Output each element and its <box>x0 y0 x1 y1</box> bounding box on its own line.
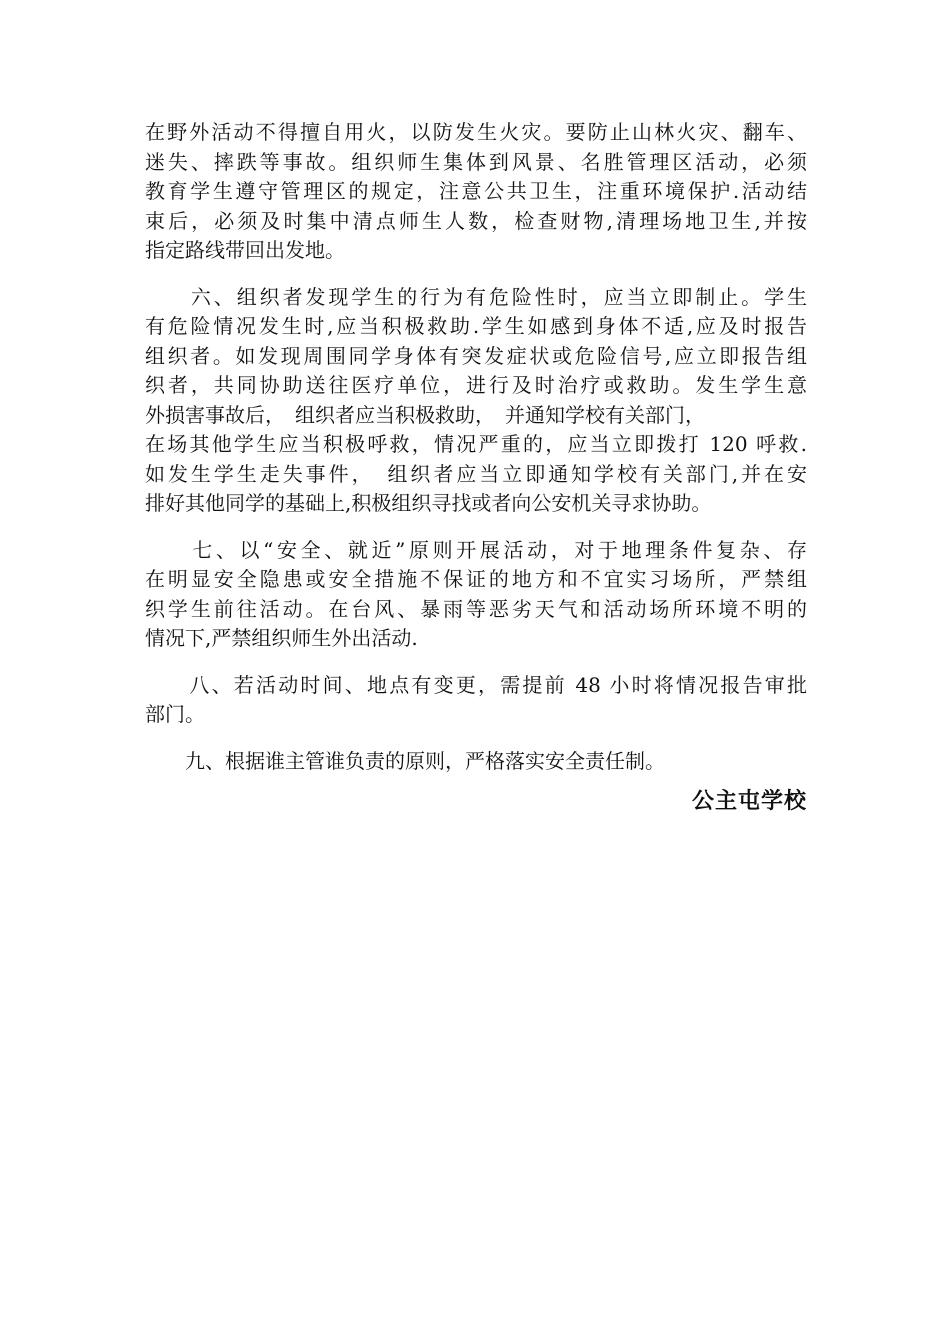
text-line: 六、组织者发现学生的行为有危险性时，应当立即制止。学生 <box>145 284 807 309</box>
text-line: 织学生前往活动。在台风、暴雨等恶劣天气和活动场所环境不明的 <box>145 596 807 621</box>
text-line: 束后，必须及时集中清点师生人数，检查财物,清理场地卫生,并按 <box>145 208 807 233</box>
paragraph-six <box>145 283 807 519</box>
text-line: 组织者。如发现周围同学身体有突发症状或危险信号,应立即报告组 <box>145 343 807 368</box>
text-line: 在明显安全隐患或安全措施不保证的地方和不宜实习场所，严禁组 <box>145 567 807 591</box>
text-line: 排好其他同学的基础上,积极组织寻找或者向公安机关寻求协助。 <box>145 491 712 515</box>
text-line: 九、根据谁主管谁负责的原则，严格落实安全责任制。 <box>145 748 665 773</box>
text-line: 在场其他学生应当积极呼救，情况严重的，应当立即拨打 120 呼救. <box>145 432 807 456</box>
text-line: 部门。 <box>145 702 205 726</box>
text-line: 织者，共同协助送往医疗单位，进行及时治疗或救助。发生学生意 <box>145 373 807 397</box>
text-line: 八、若活动时间、地点有变更，需提前 48 小时将情况报告审批 <box>145 672 807 697</box>
text-line: 指定路线带回出发地。 <box>145 238 345 262</box>
text-line: 在野外活动不得擅自用火，以防发生火灾。要防止山林火灾、翻车、 <box>145 120 807 144</box>
text-line: 教育学生遵守管理区的规定，注意公共卫生，注重环境保护.活动结 <box>145 179 807 203</box>
text-line: 有危险情况发生时,应当积极救助.学生如感到身体不适,应及时报告 <box>145 314 807 338</box>
text-line: 情况下,严禁组织师生外出活动. <box>145 626 418 650</box>
text-line: 迷失、摔跌等事故。组织师生集体到风景、名胜管理区活动，必须 <box>145 149 807 174</box>
paragraph-eight <box>145 671 807 730</box>
text-line: 外损害事故后， 组织者应当积极救助， 并通知学校有关部门， <box>145 402 705 427</box>
text-line: 如发生学生走失事件， 组织者应当立即通知学校有关部门,并在安 <box>145 461 807 486</box>
paragraph-seven <box>145 536 807 654</box>
text-line: 七、以“安全、就近”原则开展活动，对于地理条件复杂、存 <box>145 537 807 562</box>
paragraph-fire-safety <box>145 118 807 266</box>
document-body <box>145 118 807 793</box>
school-signature: 公主屯学校 <box>691 789 807 814</box>
paragraph-nine <box>145 747 807 777</box>
